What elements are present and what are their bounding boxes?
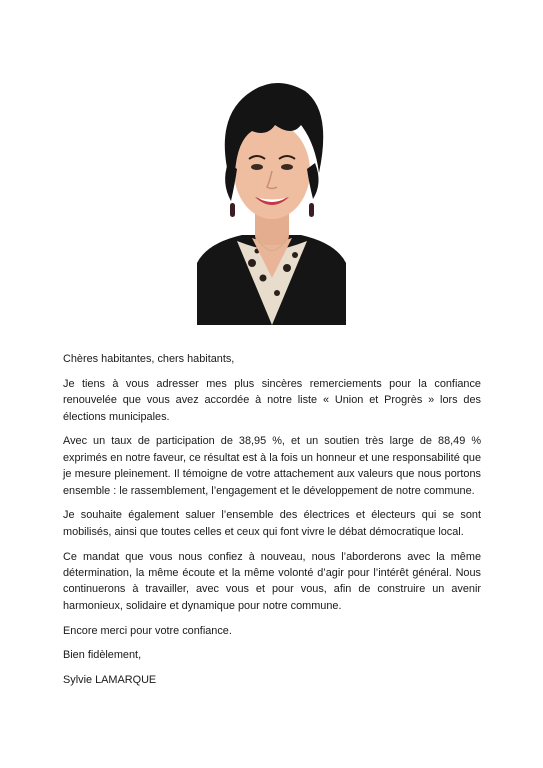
letter-paragraph: Je souhaite également saluer l’ensemble des électrices et électeurs qui se sont mobilisés, ainsi que toutes celles et ceux qui font vivre le débat démocratique local. xyxy=(63,509,481,538)
letter-thanks: Encore merci pour votre confiance. xyxy=(63,624,232,637)
letter-closing: Bien fidèlement, xyxy=(63,649,142,662)
letter-salutation: Chères habitantes, chers habitants, xyxy=(63,353,235,365)
letter-paragraph: Avec un taux de participation de 38,95 %, et un soutien très large de 88,49 % exprimés en notre faveur, ce résultat est à la fois un honneur et une responsabilité que je mesure pleinement. Il témoigne de votre attachement aux valeurs que nous portons ensemble : le rassemblement, l’engagement et le développement de notre commune. xyxy=(63,435,481,497)
portrait-illustration xyxy=(197,73,346,325)
author-portrait-photo xyxy=(197,73,346,325)
letter-paragraph: Ce mandat que vous nous confiez à nouveau, nous l’aborderons avec la même détermination, la même écoute et la même volonté d’agir pour l’intérêt général. Nous continuerons à travailler, avec vous et pour vous, afin de construire un avenir harmonieux, solidaire et dynamique pour notre commune. xyxy=(63,550,481,612)
letter-body xyxy=(63,351,481,697)
letter-paragraph: Je tiens à vous adresser mes plus sincères remerciements pour la confiance renouvelée que vous avez accordée à notre liste « Union et Progrès » lors des élections municipales. xyxy=(63,377,481,423)
letter-signature: Sylvie LAMARQUE xyxy=(63,674,157,687)
